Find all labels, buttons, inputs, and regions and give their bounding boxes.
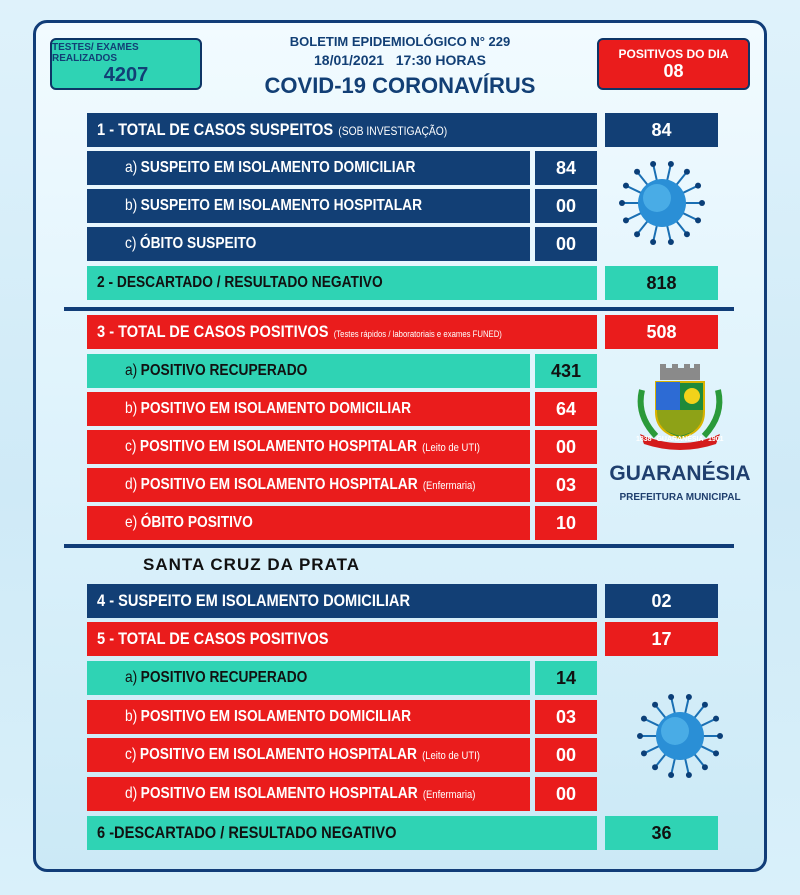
scp-icu-value: 00 — [535, 738, 597, 772]
suspect-hospital-letter: b) — [125, 197, 138, 214]
scp-recovered-value: 14 — [535, 661, 597, 695]
scp-ward-letter: d) — [125, 785, 138, 802]
total-suspect-value: 84 — [605, 113, 718, 147]
scp-home-value: 03 — [535, 700, 597, 734]
positive-icu-note: (Leito de UTI) — [422, 442, 480, 454]
positive-death-label: ÓBITO POSITIVO — [140, 514, 253, 531]
scp-icu-note: (Leito de UTI) — [422, 750, 480, 762]
divider — [64, 307, 734, 311]
total-positive-label: 3 - TOTAL DE CASOS POSITIVOS — [97, 322, 329, 341]
discarded-value: 818 — [605, 266, 718, 300]
scp-discarded-value: 36 — [605, 816, 718, 850]
positive-icu-label: POSITIVO EM ISOLAMENTO HOSPITALAR — [139, 438, 417, 455]
total-positive-value: 508 — [605, 315, 718, 349]
total-suspect-row — [87, 113, 597, 147]
positive-icu-row — [87, 430, 530, 464]
scp-suspect-label: 4 - SUSPEITO EM ISOLAMENTO DOMICILIAR — [97, 591, 411, 610]
divider — [64, 544, 734, 548]
suspect-death-letter: c) — [125, 235, 137, 252]
bulletin-title: COVID-19 CORONAVÍRUS — [264, 73, 536, 98]
daily-positives-value: 08 — [663, 60, 684, 81]
suspect-death-row — [87, 227, 530, 261]
positive-home-row — [87, 392, 530, 426]
logo-year-right: 1901 — [708, 436, 724, 443]
suspect-hospital-row — [87, 189, 530, 223]
total-positive-row — [87, 315, 597, 349]
scp-ward-value: 00 — [535, 777, 597, 811]
positive-home-label: POSITIVO EM ISOLAMENTO DOMICILIAR — [140, 400, 412, 417]
logo-year-left: 1838 — [636, 436, 652, 443]
positive-home-letter: b) — [125, 400, 138, 417]
scp-recovered-row — [87, 661, 530, 695]
daily-positives-box — [597, 38, 750, 90]
tests-value: 4207 — [103, 63, 149, 86]
recovered-row — [87, 354, 530, 388]
positive-ward-note: (Enfermaria) — [422, 480, 476, 492]
scp-ward-row — [87, 777, 530, 811]
suspect-hospital-label: SUSPEITO EM ISOLAMENTO HOSPITALAR — [140, 197, 423, 214]
suspect-home-row — [87, 151, 530, 185]
scp-recovered-letter: a) — [125, 669, 138, 686]
suspect-death-label: ÓBITO SUSPEITO — [139, 235, 257, 252]
bulletin-datetime: 18/01/2021 17:30 HORAS — [314, 52, 486, 68]
positive-death-letter: e) — [125, 514, 138, 531]
positive-ward-value: 03 — [535, 468, 597, 502]
positive-home-value: 64 — [535, 392, 597, 426]
scp-icu-label: POSITIVO EM ISOLAMENTO HOSPITALAR — [139, 746, 417, 763]
scp-discarded-label: 6 -DESCARTADO / RESULTADO NEGATIVO — [97, 823, 397, 842]
scp-ward-note: (Enfermaria) — [422, 789, 476, 801]
scp-total-positive-label: 5 - TOTAL DE CASOS POSITIVOS — [97, 629, 329, 648]
discarded-row — [87, 266, 597, 300]
daily-positives-label: POSITIVOS DO DIA — [618, 46, 729, 61]
scp-icu-letter: c) — [125, 746, 137, 763]
positive-ward-label: POSITIVO EM ISOLAMENTO HOSPITALAR — [140, 476, 418, 493]
total-suspect-note: (SOB INVESTIGAÇÃO) — [338, 124, 448, 138]
scp-total-positive-row — [87, 622, 597, 656]
santa-cruz-heading: SANTA CRUZ DA PRATA — [143, 555, 360, 574]
positive-death-row — [87, 506, 530, 540]
suspect-home-letter: a) — [125, 159, 138, 176]
logo-subtitle: PREFEITURA MUNICIPAL — [619, 492, 741, 503]
scp-recovered-label: POSITIVO RECUPERADO — [140, 669, 308, 686]
positive-icu-value: 00 — [535, 430, 597, 464]
total-positive-note: (Testes rápidos / laboratoriais e exames FUNED) — [333, 329, 502, 339]
total-suspect-label: 1 - TOTAL DE CASOS SUSPEITOS — [97, 120, 334, 139]
virus-icon — [614, 155, 710, 251]
suspect-home-value: 84 — [535, 151, 597, 185]
suspect-home-label: SUSPEITO EM ISOLAMENTO DOMICILIAR — [140, 159, 416, 176]
virus-icon — [632, 688, 728, 784]
suspect-hospital-value: 00 — [535, 189, 597, 223]
recovered-label: POSITIVO RECUPERADO — [140, 362, 308, 379]
scp-home-label: POSITIVO EM ISOLAMENTO DOMICILIAR — [140, 708, 412, 725]
scp-icu-row — [87, 738, 530, 772]
positive-icu-letter: c) — [125, 438, 137, 455]
scp-total-positive-value: 17 — [605, 622, 718, 656]
positive-ward-letter: d) — [125, 476, 138, 493]
scp-suspect-value: 02 — [605, 584, 718, 618]
suspect-death-value: 00 — [535, 227, 597, 261]
positive-ward-row — [87, 468, 530, 502]
logo-banner-text: GUARANÉSIA — [656, 436, 704, 443]
recovered-value: 431 — [535, 354, 597, 388]
tests-label: TESTES/ EXAMES REALIZADOS — [52, 41, 139, 64]
discarded-label: 2 - DESCARTADO / RESULTADO NEGATIVO — [97, 274, 383, 291]
scp-ward-label: POSITIVO EM ISOLAMENTO HOSPITALAR — [140, 785, 418, 802]
logo-banner — [655, 436, 705, 443]
scp-home-letter: b) — [125, 708, 138, 725]
recovered-letter: a) — [125, 362, 138, 379]
positive-death-value: 10 — [535, 506, 597, 540]
bulletin-number: BOLETIM EPIDEMIOLÓGICO N° 229 — [289, 34, 511, 49]
scp-discarded-row — [87, 816, 597, 850]
logo-name: GUARANÉSIA — [609, 462, 751, 485]
scp-home-row — [87, 700, 530, 734]
scp-suspect-row — [87, 584, 597, 618]
tests-box — [50, 38, 202, 90]
